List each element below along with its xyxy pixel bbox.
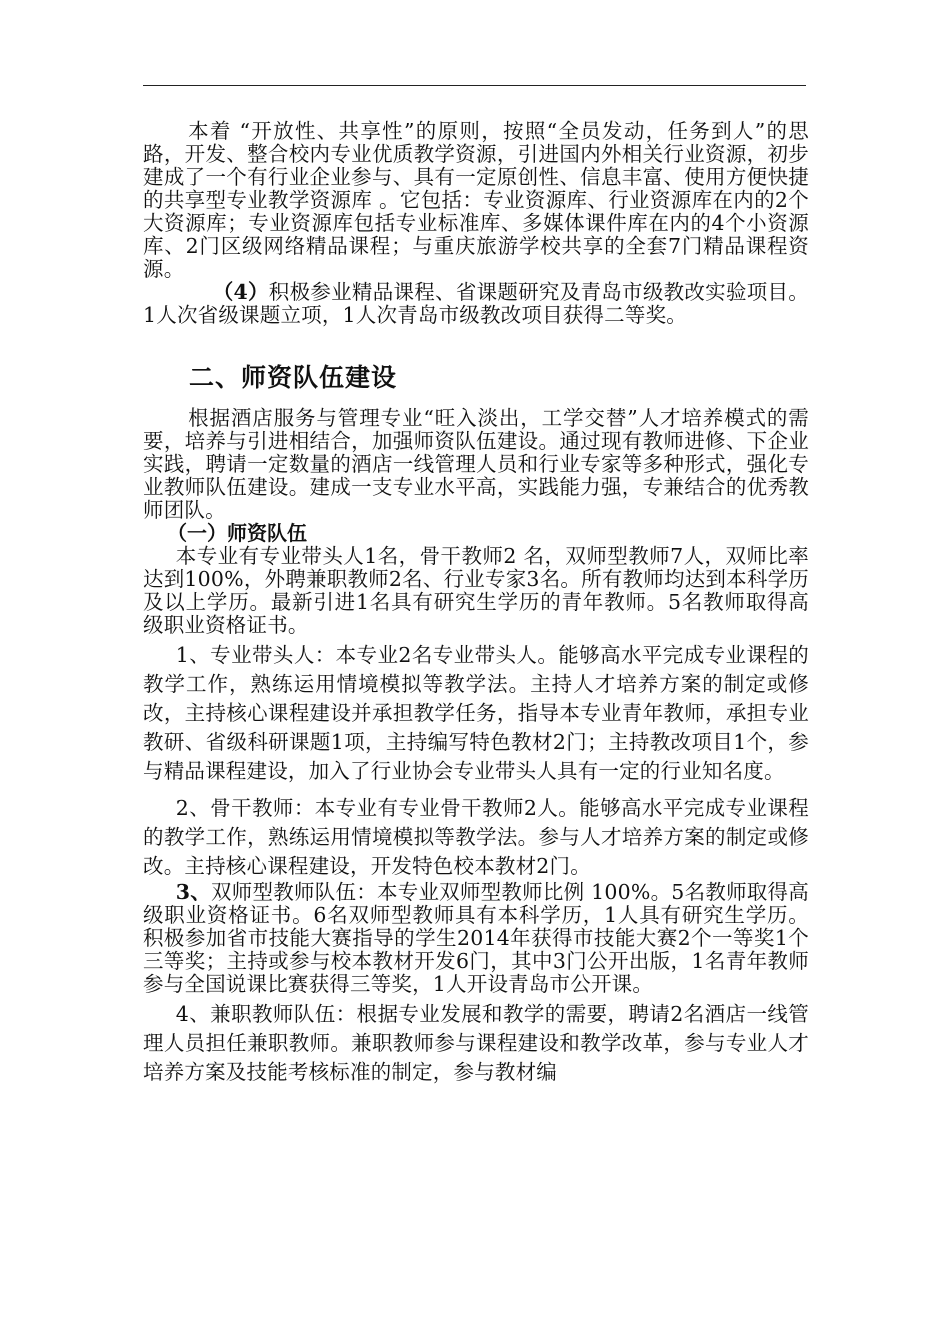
section-heading-teaching-staff: 二、师资队伍建设 (189, 363, 398, 392)
resource-library-paragraph: 本着 “开放性、共享性”的原则，按照“全员发动，任务到人”的思路，开发、整合校内专业优质教学资源，引进国内外相关行业资源，初步建成了一个有行业企业参与、具有一定原创性、信息丰富、使用方便快捷的共享型专业教学资源库 。它包括：专业资源库、行业资源库在内的2个大资源库；专业资源库包括专业标准库、多媒体课件库在内的4个小资源库、2门区级网络精品课程；与重庆旅游学校共享的全套7门精品课程资源。 (143, 119, 809, 281)
item-4-paragraph (143, 281, 809, 327)
dual-teacher-text: 双师型教师队伍：本专业双师型教师比例 100%。5名教师取得高级职业资格证书。6名双师型教师具有本科学历，1人具有研究生学历。积极参加省市技能大赛指导的学生2014年获得市技能大赛2个一等奖1个三等奖；主持或参与校本教材开发6门，其中3门公开出版，1名青年教师参与全国说课比赛获得三等奖，1人开设青岛市公开课。 (143, 880, 809, 996)
parttime-teacher-paragraph: 4、兼职教师队伍：根据专业发展和教学的需要，聘请2名酒店一线管理人员担任兼职教师。兼职教师参与课程建设和教学改革，参与专业人才培养方案及技能考核标准的制定，参与教材编 (143, 1002, 809, 1084)
backbone-teacher-lead: 2、骨干教师： (175, 796, 315, 820)
dual-teacher-lead: 3、 (175, 880, 212, 904)
backbone-teacher-paragraph (143, 794, 809, 881)
dual-teacher-paragraph (143, 881, 809, 996)
backbone-teacher-text: 本专业有专业骨干教师2人。能够高水平完成专业课程的教学工作，熟练运用情境模拟等教学法。参与人才培养方案的制定或修改。主持核心课程建设，开发特色校本教材2门。 (143, 796, 809, 878)
document-body (143, 120, 809, 1087)
subsection-heading-staff: （一）师资队伍 (167, 521, 307, 545)
teaching-staff-intro: 根据酒店服务与管理专业“旺入淡出，工学交替”人才培养模式的需要，培养与引进相结合，加强师资队伍建设。通过现有教师进修、下企业实践，聘请一定数量的酒店一线管理人员和行业专家等多种形式，强化专业教师队伍建设。建成一支专业水平高，实践能力强，专兼结合的优秀教师团队。 (143, 406, 809, 522)
header-divider (143, 85, 806, 86)
item-4-lead: （4） (212, 280, 269, 304)
lead-teacher-paragraph: 1、专业带头人：本专业2名专业带头人。能够高水平完成专业课程的教学工作，熟练运用情境模拟等教学法。主持人才培养方案的制定或修改，主持核心课程建设并承担教学任务，指导本专业青年教师，承担专业教研、省级科研课题1项，主持编写特色教材2门；主持教改项目1个，参与精品课程建设，加入了行业协会专业带头人具有一定的行业知名度。 (143, 643, 809, 783)
staff-overview-paragraph: 本专业有专业带头人1名，骨干教师2 名，双师型教师7人，双师比率达到100%，外聘兼职教师2名、行业专家3名。所有教师均达到本科学历及以上学历。最新引进1名具有研究生学历的青年教师。5名教师取得高级职业资格证书。 (143, 544, 809, 637)
item-4-text: 积极参业精品课程、省课题研究及青岛市级教改实验项目。1人次省级课题立项，1人次青岛市级教改项目获得二等奖。 (143, 280, 809, 327)
